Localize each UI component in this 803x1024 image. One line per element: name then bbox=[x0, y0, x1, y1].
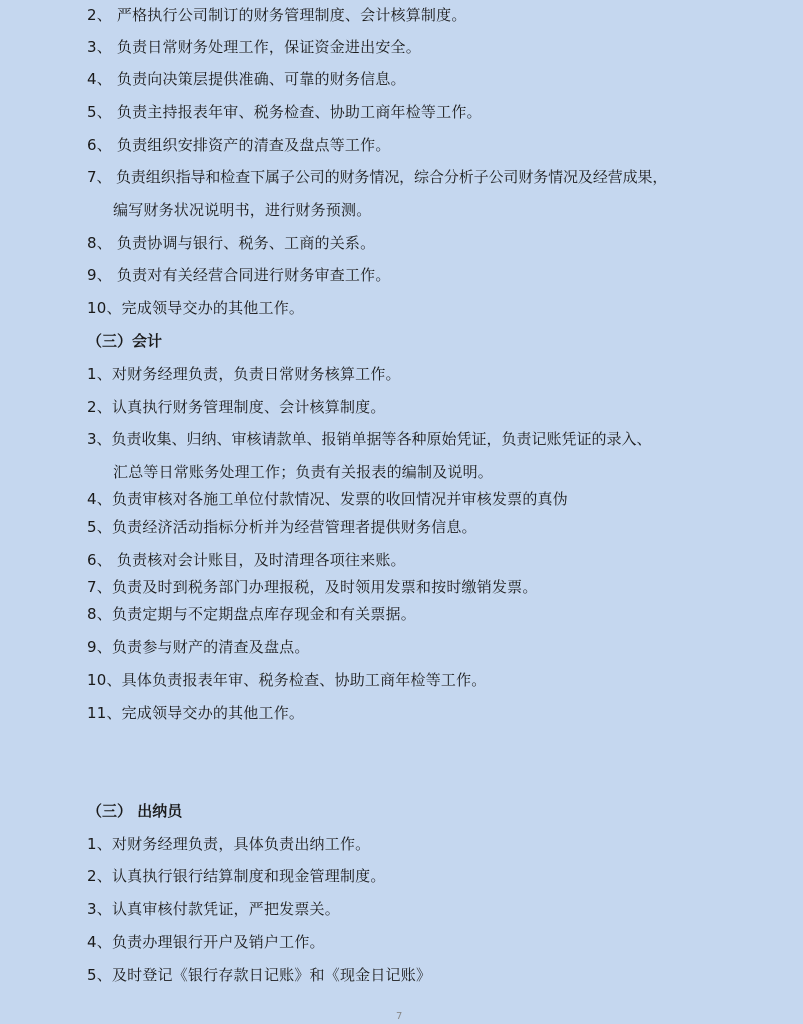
finance-manager-item-3: 3、 负责日常财务处理工作，保证资金进出安全。 bbox=[87, 38, 421, 56]
accountant-item-3-cont: 汇总等日常账务处理工作；负责有关报表的编制及说明。 bbox=[113, 463, 494, 481]
finance-manager-item-10: 10、完成领导交办的其他工作。 bbox=[87, 299, 305, 317]
finance-manager-item-9: 9、 负责对有关经营合同进行财务审查工作。 bbox=[87, 266, 391, 284]
finance-manager-item-6: 6、 负责组织安排资产的清查及盘点等工作。 bbox=[87, 136, 391, 154]
finance-manager-item-2: 2、 严格执行公司制订的财务管理制度、会计核算制度。 bbox=[87, 6, 467, 24]
cashier-item-4: 4、负责办理银行开户及销户工作。 bbox=[87, 933, 325, 951]
cashier-item-5: 5、及时登记《银行存款日记账》和《现金日记账》 bbox=[87, 966, 432, 984]
cashier-item-2: 2、认真执行银行结算制度和现金管理制度。 bbox=[87, 867, 386, 885]
accountant-item-2: 2、认真执行财务管理制度、会计核算制度。 bbox=[87, 398, 386, 416]
accountant-item-11: 11、完成领导交办的其他工作。 bbox=[87, 704, 305, 722]
cashier-item-3: 3、认真审核付款凭证，严把发票关。 bbox=[87, 900, 340, 918]
cashier-heading: （三） 出纳员 bbox=[87, 802, 183, 820]
accountant-item-6: 6、 负责核对会计账目，及时清理各项往来账。 bbox=[87, 551, 406, 569]
accountant-item-3: 3、负责收集、归纳、审核请款单、报销单据等各种原始凭证，负责记账凭证的录入、 bbox=[87, 430, 652, 448]
accountant-item-8: 8、负责定期与不定期盘点库存现金和有关票据。 bbox=[87, 605, 416, 623]
finance-manager-item-4: 4、 负责向决策层提供准确、可靠的财务信息。 bbox=[87, 70, 406, 88]
accountant-item-4: 4、负责审核对各施工单位付款情况、发票的收回情况并审核发票的真伪 bbox=[87, 490, 568, 508]
accountant-heading: （三）会计 bbox=[87, 332, 163, 350]
accountant-item-5: 5、负责经济活动指标分析并为经营管理者提供财务信息。 bbox=[87, 518, 477, 536]
accountant-item-9: 9、负责参与财产的清查及盘点。 bbox=[87, 638, 310, 656]
accountant-item-10: 10、具体负责报表年审、税务检查、协助工商年检等工作。 bbox=[87, 671, 487, 689]
accountant-item-7: 7、负责及时到税务部门办理报税，及时领用发票和按时缴销发票。 bbox=[87, 578, 538, 596]
accountant-item-1: 1、对财务经理负责，负责日常财务核算工作。 bbox=[87, 365, 401, 383]
page-number: 7 bbox=[396, 1011, 403, 1022]
finance-manager-item-7: 7、 负责组织指导和检查下属子公司的财务情况，综合分析子公司财务情况及经营成果， bbox=[87, 168, 668, 186]
finance-manager-item-8: 8、 负责协调与银行、税务、工商的关系。 bbox=[87, 234, 376, 252]
finance-manager-item-7-cont: 编写财务状况说明书，进行财务预测。 bbox=[113, 201, 372, 219]
cashier-item-1: 1、对财务经理负责，具体负责出纳工作。 bbox=[87, 835, 371, 853]
finance-manager-item-5: 5、 负责主持报表年审、税务检查、协助工商年检等工作。 bbox=[87, 103, 482, 121]
